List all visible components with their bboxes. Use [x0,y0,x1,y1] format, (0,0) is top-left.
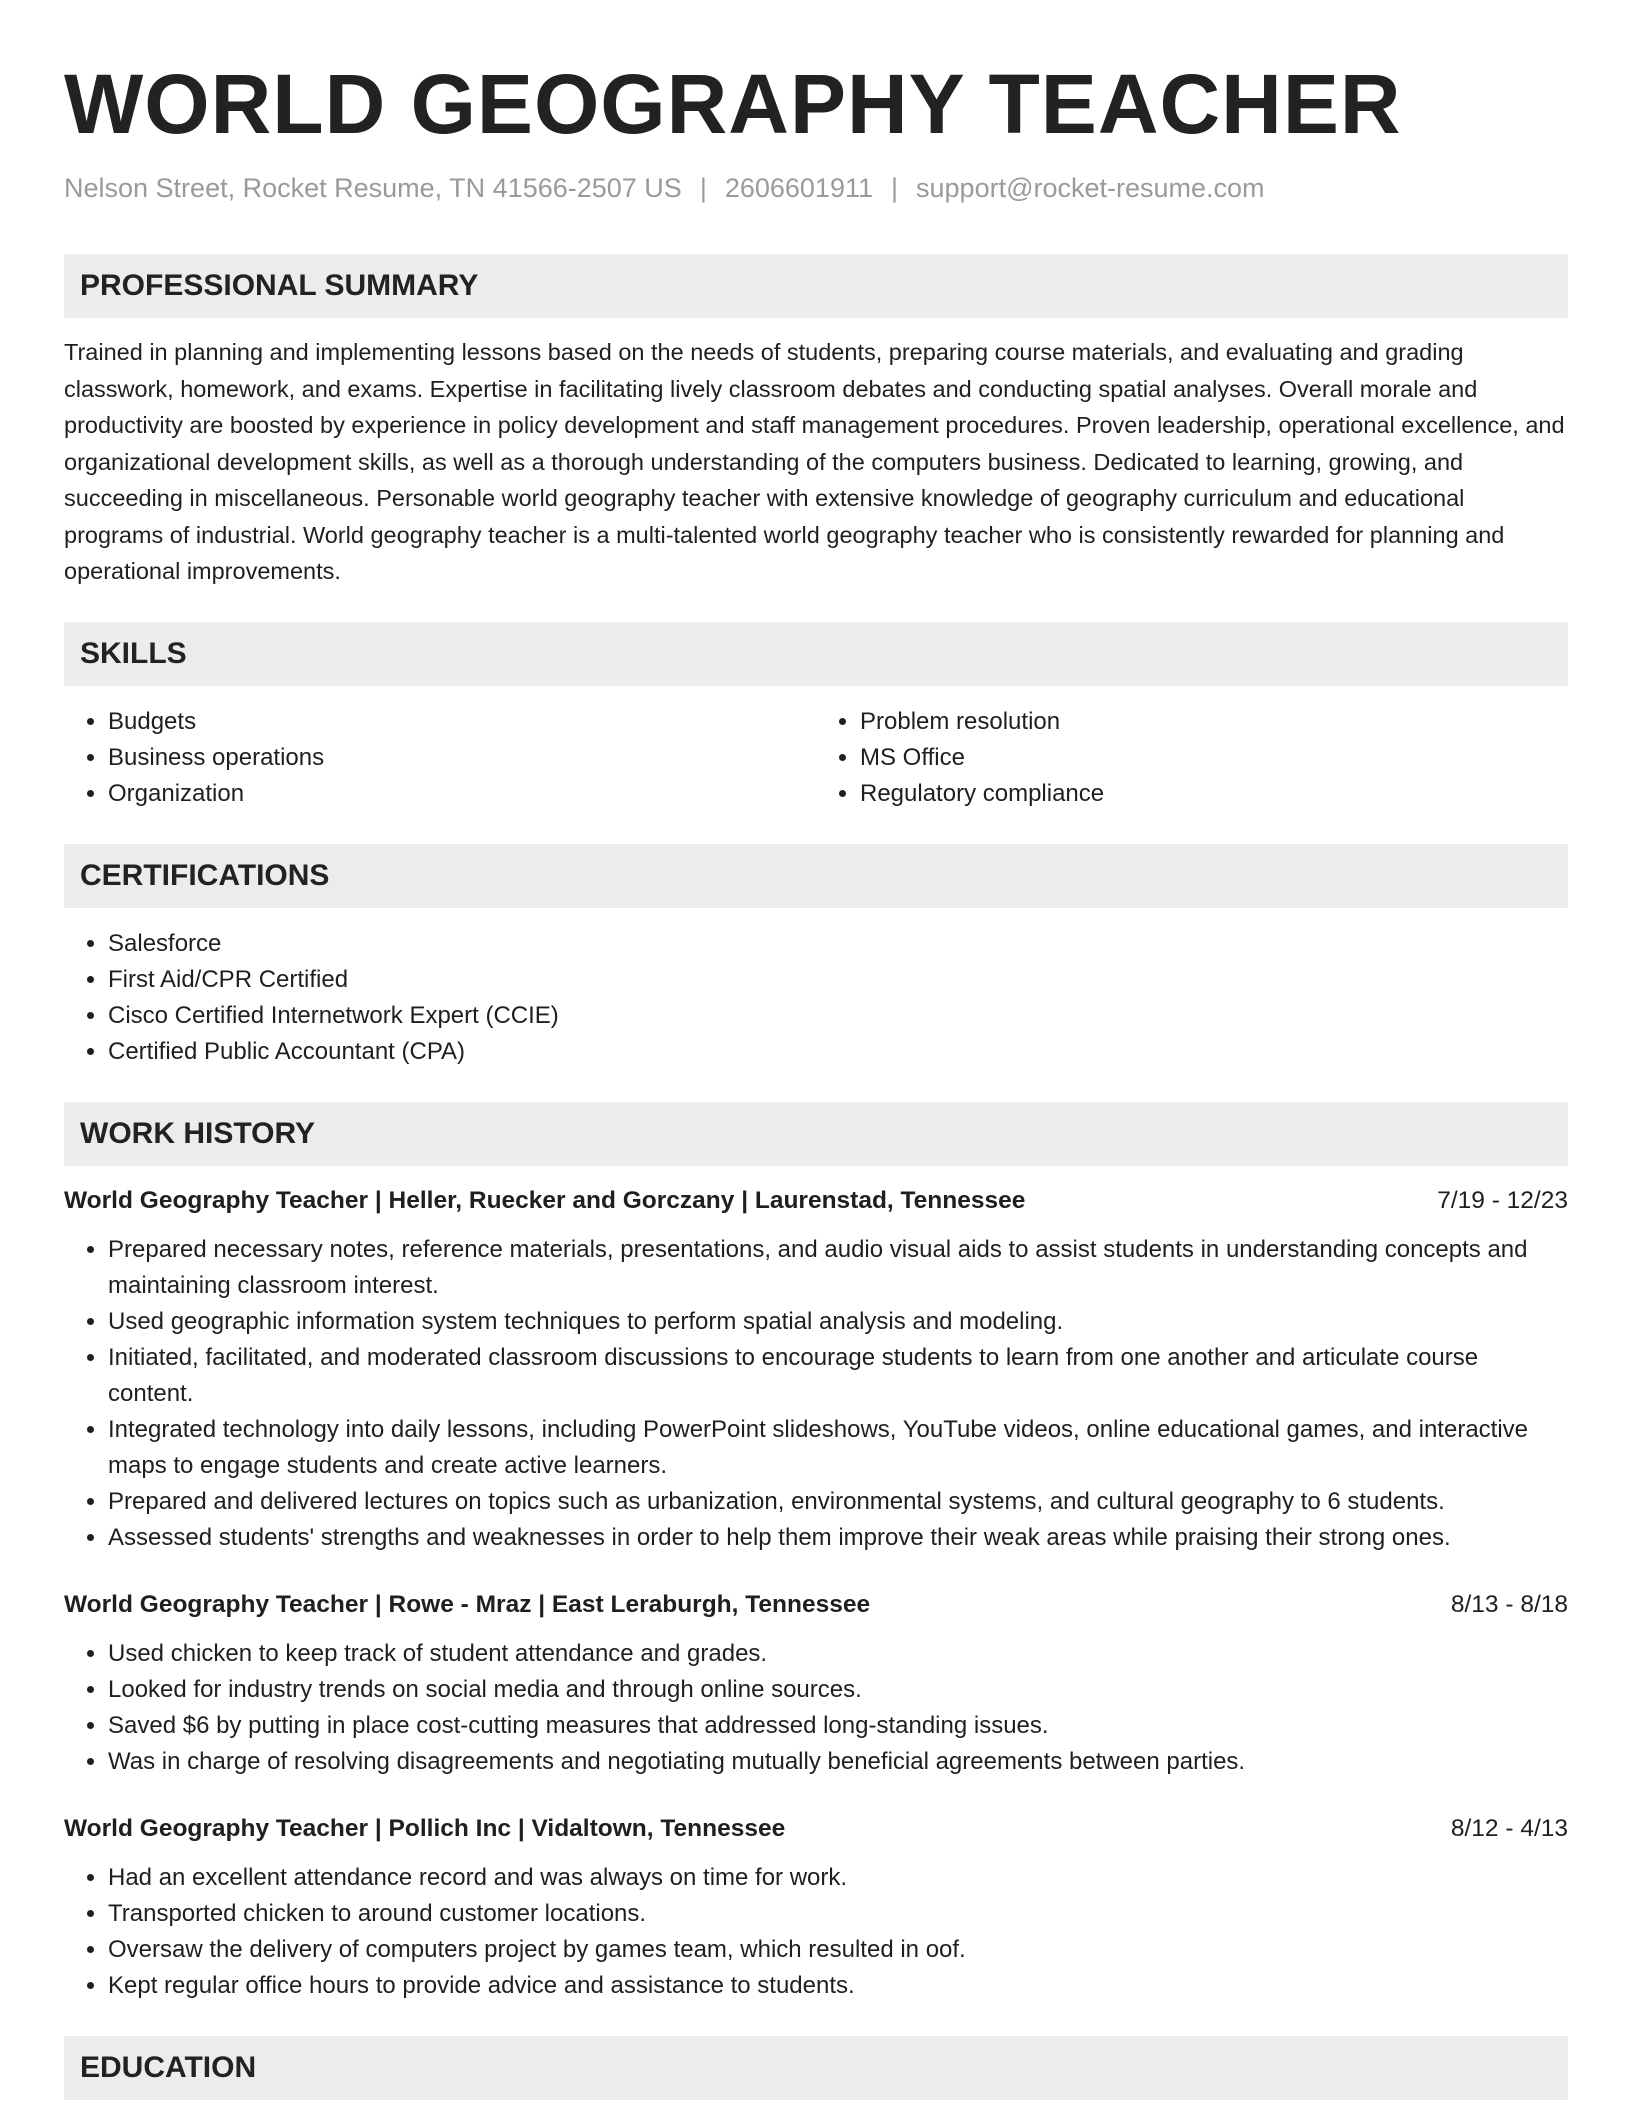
job-bullet: • Kept regular office hours to provide advice and assistance to students. [108,1968,1568,2004]
contact-separator: | [891,173,899,203]
job-bullet: • Used geographic information system techniques to perform spatial analysis and modeling. [108,1304,1568,1340]
skill-item: • Regulatory compliance [860,776,1568,812]
certification-item: • Cisco Certified Internetwork Expert (CCIE) [108,998,1568,1034]
job-dates: 7/19 - 12/23 [1437,1186,1568,1214]
skill-item: • Business operations [108,740,816,776]
contact-phone: 2606601911 [724,173,873,203]
skills-list-right [816,704,1568,812]
skill-item: • Problem resolution [860,704,1568,740]
section-header-education: EDUCATION [64,2036,1568,2100]
job-title: World Geography Teacher | Pollich Inc | Vidaltown, Tennessee [64,1814,786,1842]
job-bullets [64,1636,1568,1780]
job-bullet: • Saved $6 by putting in place cost-cutting measures that addressed long-standing issues. [108,1708,1568,1744]
job-header [64,1588,1568,1622]
section-header-work-history: WORK HISTORY [64,1102,1568,1166]
job-entry [64,1184,1568,1556]
contact-separator: | [699,173,707,203]
skill-item: • Budgets [108,704,816,740]
job-bullet: • Initiated, facilitated, and moderated classroom discussions to encourage students to learn from one another and articulate course content. [108,1340,1568,1412]
job-bullet: • Looked for industry trends on social media and through online sources. [108,1672,1568,1708]
job-bullet: • Prepared necessary notes, reference materials, presentations, and audio visual aids to assist students in understanding concepts and maintaining classroom interest. [108,1232,1568,1304]
job-bullet: • Assessed students' strengths and weaknesses in order to help them improve their weak areas while praising their strong ones. [108,1520,1568,1556]
section-header-certifications: CERTIFICATIONS [64,844,1568,908]
job-dates: 8/12 - 4/13 [1450,1814,1568,1842]
certifications-list [64,926,1568,1070]
job-bullet: • Transported chicken to around customer locations. [108,1896,1568,1932]
section-header-summary: PROFESSIONAL SUMMARY [64,254,1568,318]
job-bullet: • Had an excellent attendance record and was always on time for work. [108,1860,1568,1896]
certification-item: • Salesforce [108,926,1568,962]
certification-item: • Certified Public Accountant (CPA) [108,1034,1568,1070]
contact-address: Nelson Street, Rocket Resume, TN 41566-2507 US [64,173,682,203]
contact-line [64,170,1568,206]
job-entry [64,1812,1568,2004]
job-bullets [64,1860,1568,2004]
job-bullet: • Prepared and delivered lectures on topics such as urbanization, environmental systems, and cultural geography to 6 students. [108,1484,1568,1520]
job-title: World Geography Teacher | Heller, Ruecker and Gorczany | Laurenstad, Tennessee [64,1186,1026,1214]
job-bullets [64,1232,1568,1556]
section-header-skills: SKILLS [64,622,1568,686]
certification-item: • First Aid/CPR Certified [108,962,1568,998]
candidate-name: WORLD GEOGRAPHY TEACHER [64,57,1402,151]
skills-grid [64,704,1568,812]
job-bullet: • Oversaw the delivery of computers project by games team, which resulted in oof. [108,1932,1568,1968]
job-dates: 8/13 - 8/18 [1450,1590,1568,1618]
contact-email: support@rocket-resume.com [916,173,1265,203]
job-header [64,1812,1568,1846]
job-header [64,1184,1568,1218]
summary-text: Trained in planning and implementing lessons based on the needs of students, preparing course materials, and evaluating and grading classwork, homework, and exams. Expertise in facilitating lively classroom debates and conducting spatial analyses. Overall morale and productivity are boosted by experience in policy development and staff management procedures. Proven leadership, operational excellence, and organizational development skills, as well as a thorough understanding of the computers business. Dedicated to learning, growing, and succeeding in miscellaneous. Personable world geography teacher with extensive knowledge of geography curriculum and educational programs of industrial. World geography teacher is a multi-talented world geography teacher who is consistently rewarded for planning and operational improvements. [64,339,1565,584]
skill-item: • Organization [108,776,816,812]
skill-item: • MS Office [860,740,1568,776]
job-bullet: • Was in charge of resolving disagreements and negotiating mutually beneficial agreements between parties. [108,1744,1568,1780]
skills-list-left [64,704,816,812]
job-bullet: • Integrated technology into daily lessons, including PowerPoint slideshows, YouTube videos, online educational games, and interactive maps to engage students and create active learners. [108,1412,1568,1484]
job-title: World Geography Teacher | Rowe - Mraz | East Leraburgh, Tennessee [64,1590,871,1618]
job-entry [64,1588,1568,1780]
job-bullet: • Used chicken to keep track of student attendance and grades. [108,1636,1568,1672]
